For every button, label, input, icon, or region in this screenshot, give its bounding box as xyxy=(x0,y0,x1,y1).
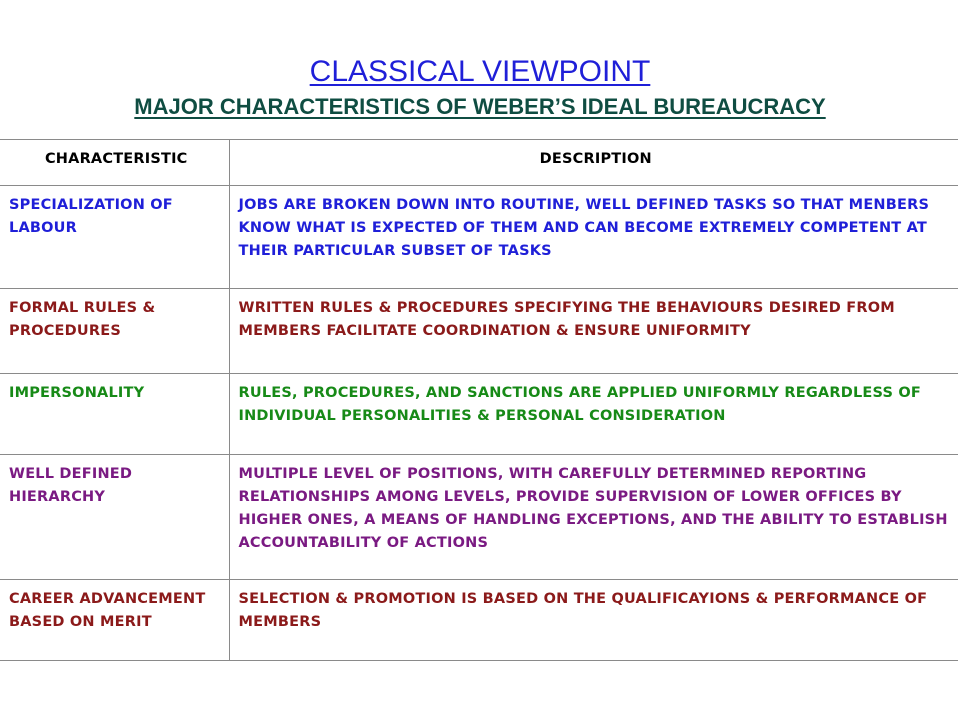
description-cell: JOBS ARE BROKEN DOWN INTO ROUTINE, WELL DEFINED TASKS SO THAT MENBERS KNOW WHAT IS EXPECTED OF THEM AND CAN BECOME EXTREMELY COMPETENT AT THEIR PARTICULAR SUBSET OF TASKS xyxy=(229,186,958,289)
page-subtitle: MAJOR CHARACTERISTICS OF WEBER’S IDEAL BUREAUCRACY xyxy=(134,94,826,119)
description-cell: RULES, PROCEDURES, AND SANCTIONS ARE APPLIED UNIFORMLY REGARDLESS OF INDIVIDUAL PERSONALITIES & PERSONAL CONSIDERATION xyxy=(229,374,958,455)
table-row xyxy=(0,289,958,374)
characteristic-cell: IMPERSONALITY xyxy=(0,374,229,455)
table-header-row xyxy=(0,140,958,186)
description-cell: SELECTION & PROMOTION IS BASED ON THE QUALIFICAYIONS & PERFORMANCE OF MEMBERS xyxy=(229,580,958,661)
description-cell: WRITTEN RULES & PROCEDURES SPECIFYING THE BEHAVIOURS DESIRED FROM MEMBERS FACILITATE COORDINATION & ENSURE UNIFORMITY xyxy=(229,289,958,374)
page-title: CLASSICAL VIEWPOINT xyxy=(309,55,651,88)
description-cell: MULTIPLE LEVEL OF POSITIONS, WITH CAREFULLY DETERMINED REPORTING RELATIONSHIPS AMONG LEVELS, PROVIDE SUPERVISION OF LOWER OFFICES BY HIGHER ONES, A MEANS OF HANDLING EXCEPTIONS, AND THE ABILITY TO ESTABLISH ACCOUNTABILITY OF ACTIONS xyxy=(229,455,958,580)
characteristic-cell: CAREER ADVANCEMENT BASED ON MERIT xyxy=(0,580,229,661)
column-header-description: DESCRIPTION xyxy=(229,140,958,186)
table-row xyxy=(0,186,958,289)
table-row xyxy=(0,455,958,580)
table-row xyxy=(0,374,958,455)
table-row xyxy=(0,580,958,661)
characteristic-cell: WELL DEFINED HIERARCHY xyxy=(0,455,229,580)
characteristic-cell: SPECIALIZATION OF LABOUR xyxy=(0,186,229,289)
characteristics-table xyxy=(0,139,958,661)
characteristic-cell: FORMAL RULES & PROCEDURES xyxy=(0,289,229,374)
column-header-characteristic: CHARACTERISTIC xyxy=(0,140,229,186)
